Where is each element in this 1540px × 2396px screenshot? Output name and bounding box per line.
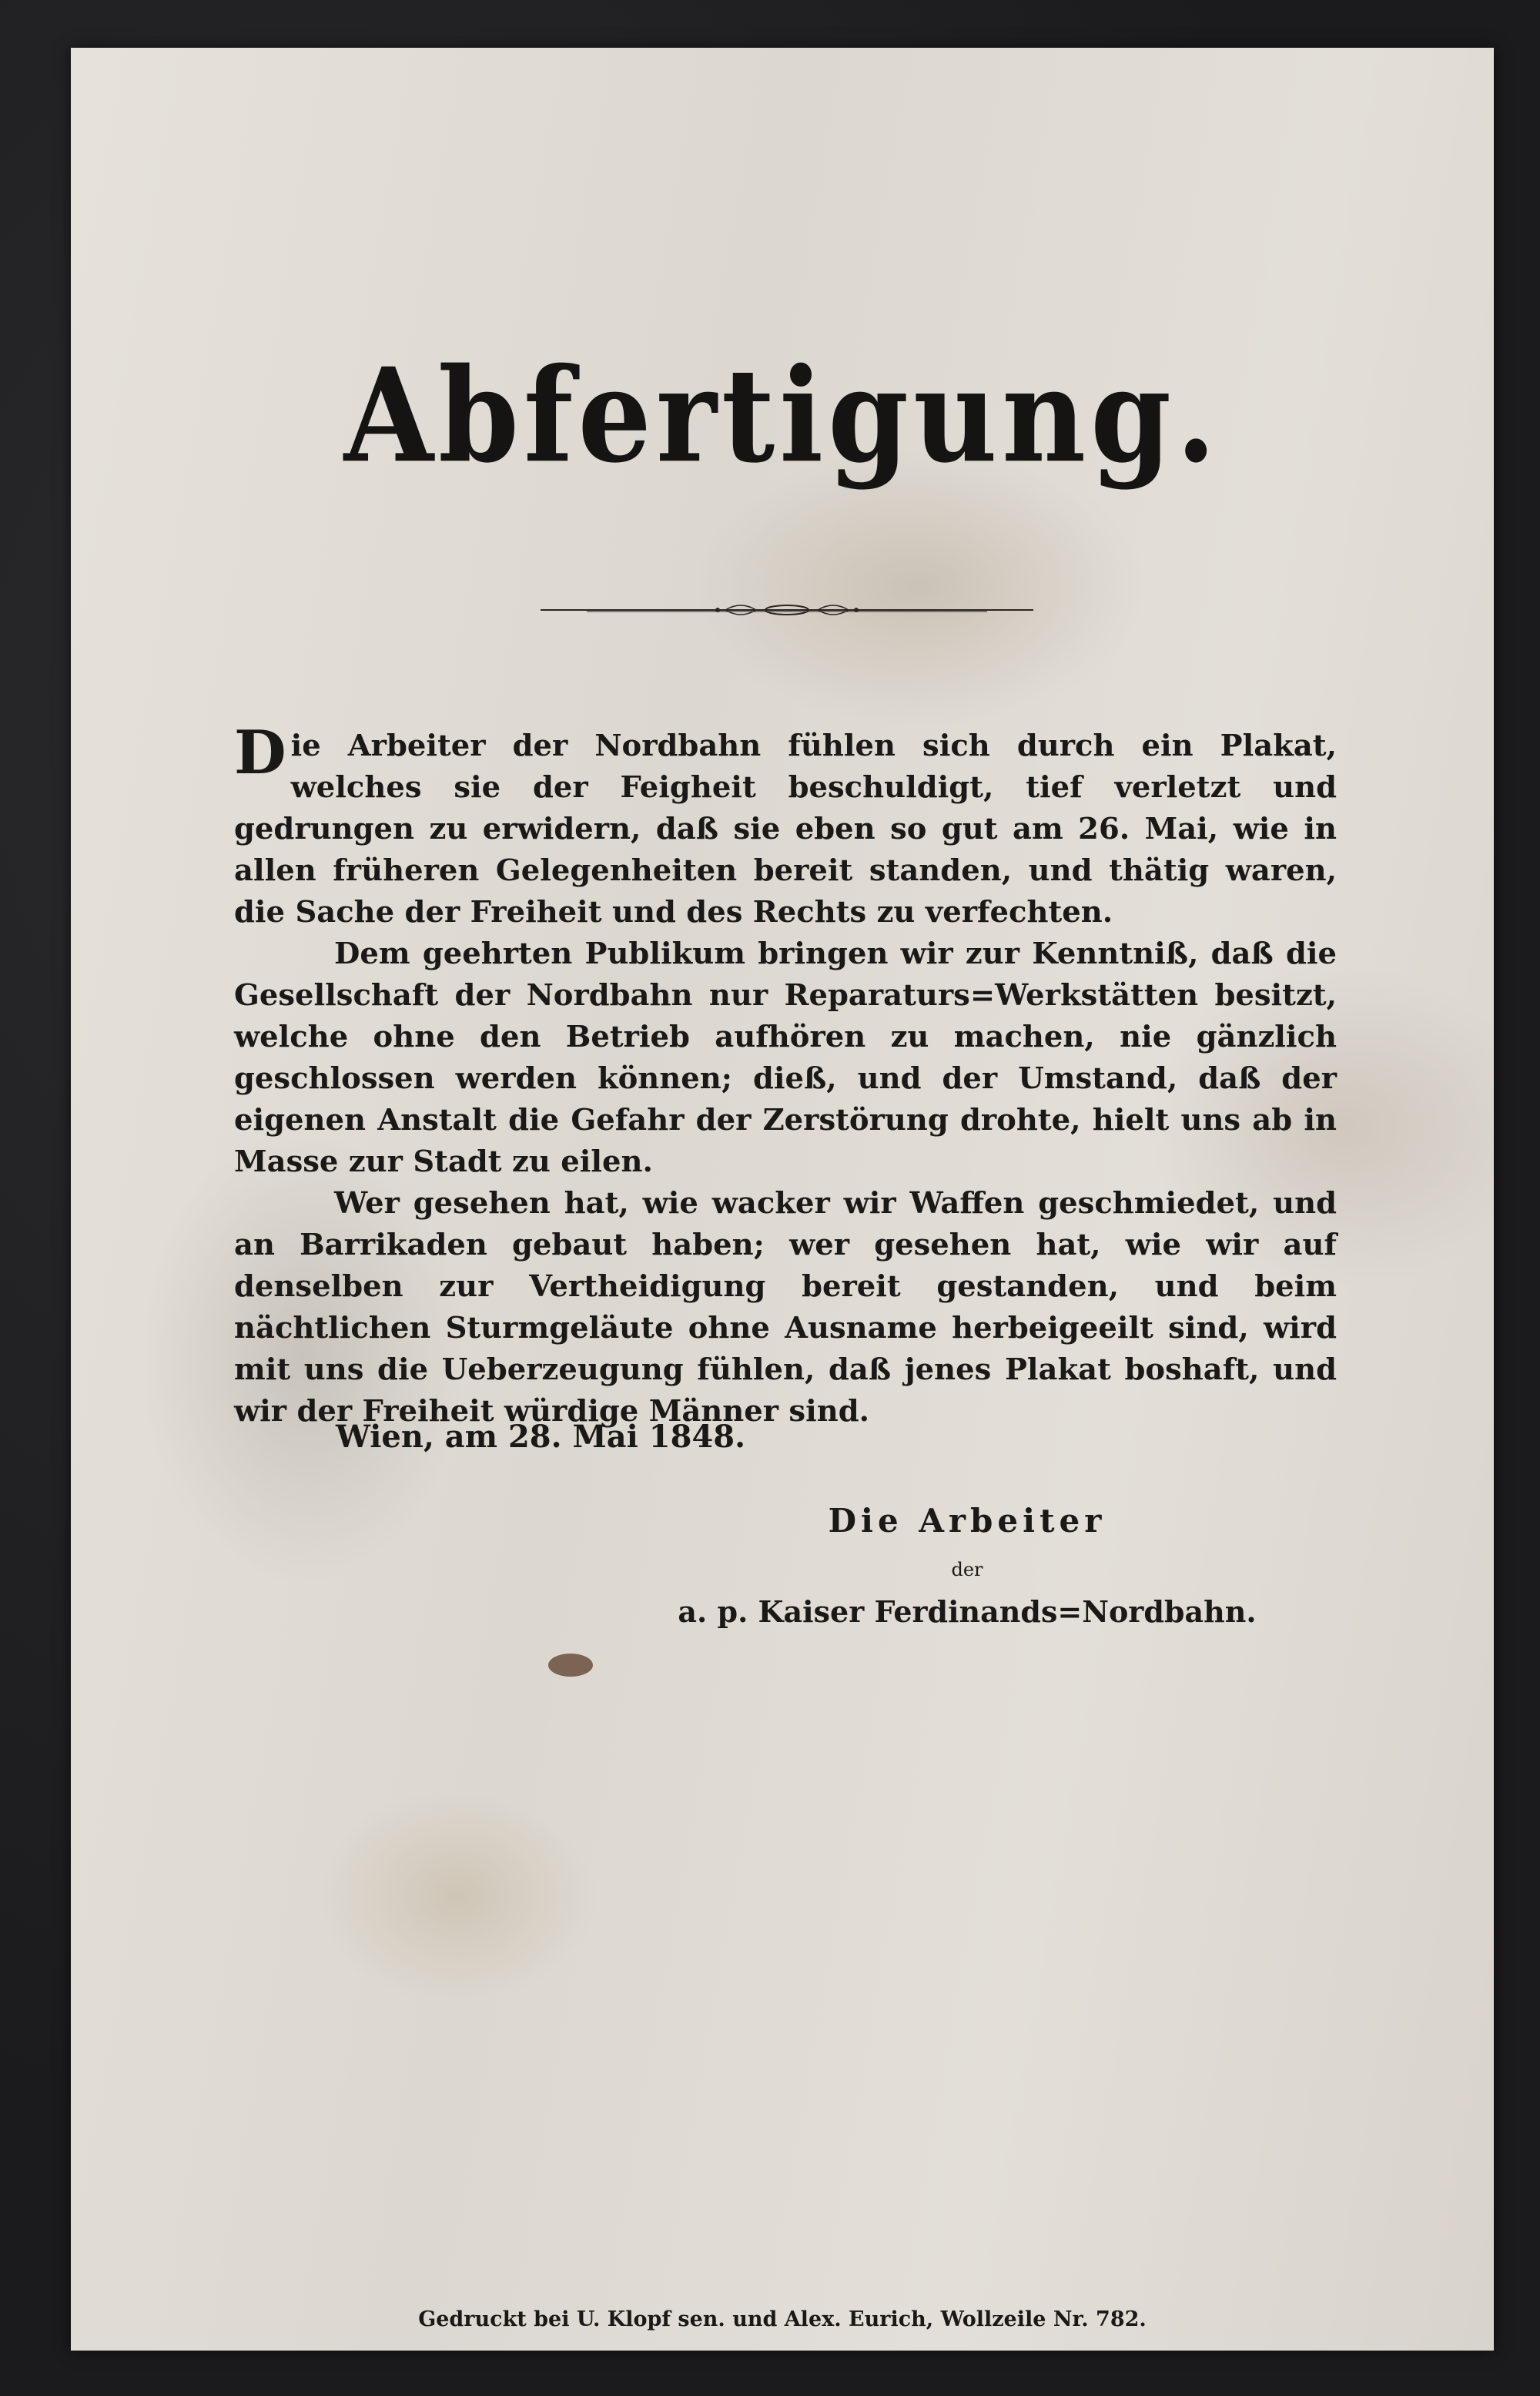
printer-imprint: Gedruckt bei U. Klopf sen. und Alex. Eurich, Wollzeile Nr. 782.: [418, 2307, 1147, 2331]
ink-stain: [548, 1654, 593, 1677]
paragraph-3: Wer gesehen hat, wie wacker wir Waffen geschmiedet, und an Barrikaden gebaut haben; wer gesehen hat, wie wir auf denselben zur Vertheidigung bereit gestanden, und beim nächtlichen Sturmgeläute ohne Ausname herbeigeeilt sind, wird mit uns die Ueberzeugung fühlen, daß jenes Plakat boshaft, und wir der Freiheit würdige Männer sind.: [234, 1186, 1337, 1429]
poster-title: Abfertigung.: [343, 340, 1221, 492]
poster-sheet: [71, 48, 1494, 2351]
paragraph-2: Dem geehrten Publikum bringen wir zur Kenntniß, daß die Gesellschaft der Nordbahn nur Reparaturs=Werkstätten besitzt, welche ohne den Betrieb aufhören zu machen, nie gänzlich geschlossen werden können; dieß, und der Umstand, daß der eigenen Anstalt die Gefahr der Zerstörung drohte, hielt uns ab in Masse zur Stadt zu eilen.: [234, 937, 1337, 1179]
signature-line-3: a. p. Kaiser Ferdinands=Nordbahn.: [678, 1594, 1257, 1629]
paragraph-1: Die Arbeiter der Nordbahn fühlen sich durch ein Plakat, welches sie der Feigheit beschuldigt, tief verletzt und gedrungen zu erwidern, daß sie eben so gut am 26. Mai, wie in allen früheren Gelegenheiten bereit standen, und thätig waren, die Sache der Freiheit und des Rechts zu verfechten.: [234, 718, 1337, 930]
signature-line-2: der: [951, 1559, 983, 1580]
date-line: Wien, am 28. Mai 1848.: [336, 1419, 746, 1455]
poster-body: [234, 718, 1337, 1433]
signature-line-1: Die Arbeiter: [828, 1502, 1106, 1540]
ornamental-divider: [541, 595, 1033, 625]
